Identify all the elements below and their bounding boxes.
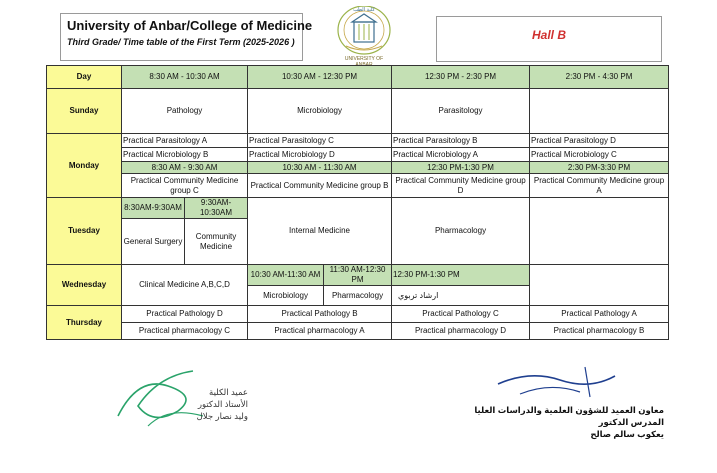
wednesday-time-2b: 11:30 AM-12:30 PM bbox=[324, 265, 392, 286]
header-slot-1: 8:30 AM - 10:30 AM bbox=[122, 66, 248, 89]
header-day: Day bbox=[47, 66, 122, 89]
tuesday-class-1: General Surgery bbox=[122, 219, 185, 265]
wednesday-time-2a: 10:30 AM-11:30 AM bbox=[248, 265, 324, 286]
page-subtitle: Third Grade/ Time table of the First Term (2025-2026 ) bbox=[67, 37, 295, 47]
tuesday-slot-4 bbox=[530, 198, 669, 265]
monday-r1-slot-2: Practical Parasitology C bbox=[248, 134, 392, 148]
assistant-dean-signature-icon bbox=[490, 362, 620, 407]
row-sunday bbox=[47, 89, 669, 134]
monday-r4-slot-4: Practical Community Medicine group A bbox=[530, 174, 669, 198]
assistant-dean-rank: المدرس الدكتور bbox=[598, 417, 664, 427]
timetable bbox=[46, 65, 669, 340]
wednesday-time-3: 12:30 PM-1:30 PM bbox=[392, 265, 530, 286]
wednesday-slot-4 bbox=[530, 265, 669, 306]
monday-r4-slot-3: Practical Community Medicine group D bbox=[392, 174, 530, 198]
thursday-r1-slot-3: Practical Pathology C bbox=[392, 306, 530, 323]
header-slot-4: 2:30 PM - 4:30 PM bbox=[530, 66, 669, 89]
thursday-r2-slot-4: Practical pharmacology B bbox=[530, 323, 669, 340]
tuesday-time-1: 8:30AM-9:30AM bbox=[122, 198, 185, 219]
tuesday-time-2: 9:30AM-10:30AM bbox=[185, 198, 248, 219]
tuesday-slot-2: Internal Medicine bbox=[248, 198, 392, 265]
thursday-r2-slot-3: Practical pharmacology D bbox=[392, 323, 530, 340]
monday-r1-slot-1: Practical Parasitology A bbox=[122, 134, 248, 148]
university-logo bbox=[336, 6, 392, 62]
row-tuesday-times bbox=[47, 198, 669, 219]
thursday-r2-slot-2: Practical pharmacology A bbox=[248, 323, 392, 340]
logo-caption: UNIVERSITY OF bbox=[344, 56, 384, 62]
monday-time-4: 2:30 PM-3:30 PM bbox=[530, 162, 669, 174]
dean-name: وليد نصار جلال bbox=[196, 411, 248, 421]
row-thursday-2 bbox=[47, 323, 669, 340]
wednesday-slot-1: Clinical Medicine A,B,C,D bbox=[122, 265, 248, 306]
page-title: University of Anbar/College of Medicine bbox=[67, 18, 313, 33]
day-wednesday: Wednesday bbox=[47, 265, 122, 306]
monday-r1-slot-3: Practical Parasitology B bbox=[392, 134, 530, 148]
monday-time-3: 12:30 PM-1:30 PM bbox=[392, 162, 530, 174]
dean-rank: الأستاذ الدكتور bbox=[197, 399, 248, 409]
monday-r4-slot-2: Practical Community Medicine group B bbox=[248, 174, 392, 198]
row-monday-community bbox=[47, 174, 669, 198]
row-monday-2 bbox=[47, 148, 669, 162]
dean-title: عميد الكلية bbox=[209, 387, 248, 397]
thursday-r1-slot-1: Practical Pathology D bbox=[122, 306, 248, 323]
row-monday-times bbox=[47, 162, 669, 174]
title-box bbox=[60, 13, 313, 61]
sunday-slot-2: Microbiology bbox=[248, 89, 392, 134]
header-row bbox=[47, 66, 669, 89]
tuesday-slot-3: Pharmacology bbox=[392, 198, 530, 265]
wednesday-class-2a: Microbiology bbox=[248, 286, 324, 306]
monday-time-2: 10:30 AM - 11:30 AM bbox=[248, 162, 392, 174]
dean-signature-block bbox=[138, 386, 248, 422]
assistant-dean-signature-block bbox=[474, 404, 664, 440]
row-thursday-1 bbox=[47, 306, 669, 323]
sunday-slot-4 bbox=[530, 89, 669, 134]
row-monday-1 bbox=[47, 134, 669, 148]
monday-r2-slot-2: Practical Microbiology D bbox=[248, 148, 392, 162]
monday-r2-slot-3: Practical Microbiology A bbox=[392, 148, 530, 162]
thursday-r2-slot-1: Practical pharmacology C bbox=[122, 323, 248, 340]
assistant-dean-name: يعكوب سالم صالح bbox=[590, 429, 664, 439]
day-monday: Monday bbox=[47, 134, 122, 198]
svg-text:كلية الطب: كلية الطب bbox=[353, 7, 375, 13]
hall-label: Hall B bbox=[436, 16, 662, 62]
wednesday-class-2b: Pharmacology bbox=[324, 286, 392, 306]
monday-r2-slot-1: Practical Microbiology B bbox=[122, 148, 248, 162]
day-sunday: Sunday bbox=[47, 89, 122, 134]
monday-r1-slot-4: Practical Parasitology D bbox=[530, 134, 669, 148]
day-tuesday: Tuesday bbox=[47, 198, 122, 265]
tuesday-class-2: Community Medicine bbox=[185, 219, 248, 265]
assistant-dean-title: معاون العميد للشؤون العلمية والدراسات العليا bbox=[474, 405, 664, 415]
thursday-r1-slot-4: Practical Pathology A bbox=[530, 306, 669, 323]
day-thursday: Thursday bbox=[47, 306, 122, 340]
thursday-r1-slot-2: Practical Pathology B bbox=[248, 306, 392, 323]
sunday-slot-3: Parasitology bbox=[392, 89, 530, 134]
sunday-slot-1: Pathology bbox=[122, 89, 248, 134]
header-slot-3: 12:30 PM - 2:30 PM bbox=[392, 66, 530, 89]
header-slot-2: 10:30 AM - 12:30 PM bbox=[248, 66, 392, 89]
logo-emblem-icon bbox=[336, 6, 392, 58]
row-wednesday-times bbox=[47, 265, 669, 286]
monday-r2-slot-4: Practical Microbiology C bbox=[530, 148, 669, 162]
monday-r4-slot-1: Practical Community Medicine group C bbox=[122, 174, 248, 198]
wednesday-class-3: ارشاد تربوي bbox=[392, 286, 530, 306]
monday-time-1: 8:30 AM - 9:30 AM bbox=[122, 162, 248, 174]
